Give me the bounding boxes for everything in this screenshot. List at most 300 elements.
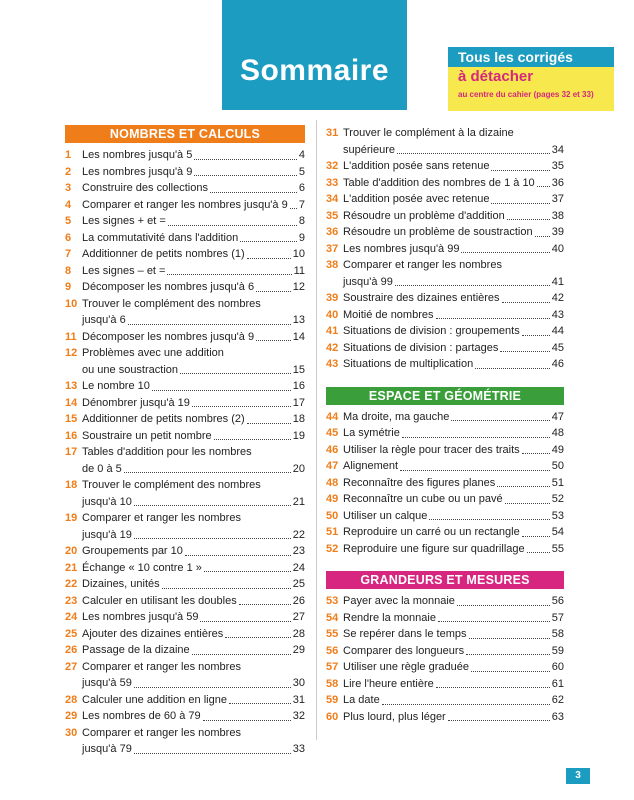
toc-entry-first-line: [65, 345, 305, 362]
toc-entry-line: [82, 213, 305, 230]
toc-entry-number: 46: [326, 443, 339, 456]
toc-entry: [65, 725, 305, 758]
toc-entry-page: 52: [551, 493, 564, 505]
toc-entry: [326, 709, 564, 726]
toc-entry: [326, 224, 564, 241]
toc-entry: [326, 524, 564, 541]
toc-entry-number: 60: [326, 710, 339, 723]
toc-entry-number: 20: [65, 545, 78, 557]
toc-entry: [65, 279, 305, 296]
corriges-banner-top: [448, 47, 614, 67]
toc-entry-line: [82, 576, 305, 593]
toc-entry-leader: [402, 437, 550, 438]
toc-entry: [65, 378, 305, 395]
toc-list-nombres-continued: [326, 125, 564, 373]
toc-entry: [65, 213, 305, 230]
toc-entry-leader: [256, 291, 291, 292]
toc-entry-leader: [200, 621, 290, 622]
section-header-espace: ESPACE ET GÉOMÉTRIE: [326, 387, 564, 405]
toc-entry-page: 34: [551, 143, 564, 156]
toc-entry: [65, 692, 305, 709]
toc-entry-number: 40: [326, 308, 339, 321]
toc-entry-leader: [247, 258, 291, 259]
section-header-nombres: NOMBRES ET CALCULS: [65, 125, 305, 143]
toc-entry-page: 53: [551, 509, 564, 522]
toc-entry: [326, 290, 564, 307]
toc-entry: [326, 208, 564, 225]
toc-entry-leader: [507, 219, 550, 220]
toc-entry-title: Échange « 10 contre 1 »: [82, 561, 202, 574]
toc-entry-number: 52: [326, 542, 339, 555]
toc-entry: [65, 411, 305, 428]
toc-entry-title: de 0 à 5: [82, 462, 122, 475]
toc-entry-title: Moitié de nombres: [343, 308, 434, 321]
toc-entry-title: jusqu'à 6: [82, 314, 126, 326]
toc-entry-title: Comparer et ranger les nombres: [82, 512, 241, 524]
toc-entry-line: [343, 158, 564, 175]
toc-entry: [326, 458, 564, 475]
toc-entry-line: [82, 147, 305, 164]
toc-entry-page: 25: [292, 578, 305, 590]
toc-entry-page: 63: [551, 710, 564, 723]
corriges-line1: Tous les corrigés: [458, 49, 573, 65]
toc-entry-number: 36: [326, 226, 339, 238]
toc-entry-page: 30: [292, 677, 305, 689]
toc-entry-leader: [225, 637, 291, 638]
toc-entry-page: 56: [551, 595, 564, 607]
toc-entry-leader: [502, 302, 550, 303]
toc-entry-title: Comparer et ranger les nombres: [343, 259, 502, 271]
toc-entry-title: Décomposer les nombres jusqu'à 9: [82, 330, 255, 343]
toc-entry-line: [343, 356, 564, 373]
section-header-grandeurs: GRANDEURS ET MESURES: [326, 571, 564, 589]
toc-entry-leader: [522, 536, 550, 537]
toc-entry-page: 6: [298, 182, 305, 194]
toc-entry: [326, 241, 564, 258]
toc-entry-title: Payer avec la monnaie: [343, 595, 455, 607]
toc-entry-title: supérieure: [343, 143, 395, 156]
toc-entry-line: [82, 494, 305, 511]
toc-entry: [326, 626, 564, 643]
toc-entry-leader: [475, 368, 550, 369]
toc-entry-number: 10: [65, 297, 78, 310]
toc-entry-title: Situations de multiplication: [343, 358, 474, 370]
column-divider: [316, 120, 317, 740]
toc-entry-page: 37: [551, 193, 564, 205]
toc-entry-first-line: [65, 296, 305, 313]
toc-entry-number: 39: [326, 292, 339, 304]
toc-entry-title: Utiliser un calque: [343, 509, 428, 522]
toc-entry-title: Décomposer les nombres jusqu'à 6: [82, 281, 255, 293]
toc-entry-first-line: [326, 125, 564, 142]
toc-entry-line: [343, 524, 564, 541]
toc-entry-page: 45: [551, 341, 564, 354]
toc-entry: [326, 191, 564, 208]
toc-entry-line: [82, 230, 305, 247]
toc-entry-page: 33: [292, 743, 305, 755]
toc-entry-line: [343, 142, 564, 159]
toc-entry-title: Comparer des longueurs: [343, 644, 465, 657]
toc-entry-number: 11: [65, 330, 77, 343]
toc-entry: [65, 708, 305, 725]
toc-entry-line: [82, 626, 305, 643]
toc-entry-title: Ma droite, ma gauche: [343, 410, 450, 423]
toc-entry-page: 46: [551, 358, 564, 370]
toc-entry-leader: [240, 241, 297, 242]
toc-entry-page: 32: [292, 710, 305, 722]
toc-entry: [326, 257, 564, 290]
toc-entry-page: 36: [551, 176, 564, 189]
toc-entry-page: 4: [298, 149, 305, 161]
toc-entry-title: Résoudre un problème de soustraction: [343, 226, 533, 238]
toc-list-nombres: [65, 147, 305, 758]
toc-entry-line: [343, 508, 564, 525]
toc-entry-leader: [239, 604, 291, 605]
toc-entry-leader: [505, 503, 550, 504]
toc-entry-page: 24: [292, 561, 305, 574]
toc-entry-title: jusqu'à 19: [82, 528, 132, 541]
toc-entry-number: 15: [65, 413, 78, 425]
toc-entry-title: Reproduire un carré ou un rectangle: [343, 526, 520, 538]
toc-entry-line: [82, 411, 305, 428]
toc-entry-leader: [448, 720, 550, 721]
toc-entry-line: [343, 593, 564, 610]
toc-entry-leader: [152, 390, 291, 391]
toc-entry-leader: [466, 654, 550, 655]
toc-entry: [65, 543, 305, 560]
toc-entry-page: 17: [292, 396, 305, 409]
toc-entry-title: La commutativité dans l'addition: [82, 231, 239, 244]
toc-entry: [65, 477, 305, 510]
toc-entry-continuation: [82, 312, 305, 329]
toc-entry-line: [82, 642, 305, 659]
toc-entry-line: [82, 180, 305, 197]
toc-entry: [326, 158, 564, 175]
toc-entry-page: 59: [551, 644, 564, 657]
toc-entry-title: Les nombres de 60 à 79: [82, 710, 201, 722]
toc-entry: [65, 345, 305, 378]
toc-entry: [326, 425, 564, 442]
toc-entry-page: 55: [551, 542, 564, 555]
toc-entry-page: 27: [292, 611, 305, 623]
toc-entry-line: [82, 741, 305, 758]
toc-entry-number: 34: [326, 193, 339, 205]
toc-entry-leader: [128, 324, 291, 325]
toc-entry-number: 25: [65, 627, 78, 640]
toc-entry: [65, 510, 305, 543]
toc-entry-number: 37: [326, 242, 339, 255]
toc-entry: [326, 508, 564, 525]
toc-entry: [326, 475, 564, 492]
toc-entry-leader: [451, 420, 549, 421]
toc-entry-title: Les signes – et =: [82, 264, 166, 277]
toc-entry: [326, 643, 564, 660]
toc-entry-number: 26: [65, 644, 78, 656]
toc-entry-title: Résoudre un problème d'addition: [343, 209, 505, 222]
toc-entry-line: [82, 329, 305, 346]
toc-entry-title: Soustraire un petit nombre: [82, 429, 212, 442]
toc-entry-number: 58: [326, 677, 339, 690]
toc-entry-title: L'addition posée avec retenue: [343, 193, 490, 205]
toc-entry: [326, 541, 564, 558]
toc-entry-leader: [194, 175, 297, 176]
toc-entry-page: 5: [298, 165, 305, 178]
toc-entry-page: 49: [551, 443, 564, 456]
toc-entry-number: 27: [65, 660, 78, 673]
toc-entry-line: [343, 610, 564, 627]
toc-entry-title: Calculer en utilisant les doubles: [82, 594, 237, 607]
toc-entry: [326, 593, 564, 610]
toc-entry-page: 47: [551, 410, 564, 423]
toc-entry-leader: [491, 170, 549, 171]
toc-entry: [326, 356, 564, 373]
toc-list-espace: [326, 409, 564, 558]
toc-entry-leader: [522, 453, 550, 454]
toc-entry-leader: [461, 252, 549, 253]
toc-entry-page: 40: [551, 242, 564, 255]
toc-entry-first-line: [65, 444, 305, 461]
toc-entry-title: Tables d'addition pour les nombres: [82, 446, 252, 458]
toc-entry-line: [82, 461, 305, 478]
toc-entry-line: [82, 246, 305, 263]
toc-entry-title: Les nombres jusqu'à 9: [82, 165, 193, 178]
toc-entry-number: 49: [326, 493, 339, 505]
toc-entry-line: [82, 692, 305, 709]
toc-entry-title: Trouver le complément des nombres: [82, 297, 261, 310]
toc-entry-line: [343, 626, 564, 643]
toc-entry-title: L'addition posée sans retenue: [343, 160, 490, 172]
toc-entry-title: Utiliser une règle graduée: [343, 661, 469, 673]
toc-entry-number: 31: [326, 127, 339, 139]
toc-entry-line: [343, 208, 564, 225]
toc-entry-continuation: [343, 274, 564, 291]
toc-entry-line: [343, 175, 564, 192]
toc-entry-number: 44: [326, 410, 339, 423]
toc-entry-page: 18: [292, 413, 305, 425]
toc-entry-title: Soustraire des dizaines entières: [343, 292, 500, 304]
toc-entry: [65, 246, 305, 263]
toc-entry-number: 48: [326, 476, 339, 489]
toc-entry-number: 38: [326, 259, 339, 271]
toc-entry: [326, 125, 564, 158]
toc-entry-number: 6: [65, 231, 72, 244]
toc-entry-line: [343, 224, 564, 241]
toc-entry-title: Plus lourd, plus léger: [343, 710, 446, 723]
toc-entry-line: [343, 442, 564, 459]
toc-entry-line: [82, 428, 305, 445]
toc-entry-line: [82, 708, 305, 725]
toc-entry-page: 51: [551, 476, 564, 489]
toc-entry-line: [343, 290, 564, 307]
toc-entry-page: 16: [292, 380, 305, 392]
toc-entry-page: 35: [551, 160, 564, 172]
toc-entry: [326, 323, 564, 340]
toc-entry: [326, 659, 564, 676]
toc-entry-page: 31: [292, 693, 305, 706]
toc-entry-number: 17: [65, 446, 78, 458]
toc-entry-number: 18: [65, 479, 78, 491]
toc-entry-line: [343, 307, 564, 324]
toc-entry-title: Les nombres jusqu'à 59: [82, 611, 199, 623]
toc-entry-title: Additionner de petits nombres (1): [82, 248, 245, 260]
toc-entry: [65, 444, 305, 477]
toc-entry-leader: [527, 552, 550, 553]
toc-entry-number: 28: [65, 693, 78, 706]
toc-entry-title: La date: [343, 694, 380, 706]
toc-entry: [65, 230, 305, 247]
toc-entry-leader: [192, 406, 291, 407]
toc-entry: [326, 175, 564, 192]
toc-left-column: [65, 125, 305, 758]
toc-entry: [65, 609, 305, 626]
page-number: 3: [566, 768, 590, 784]
toc-entry-page: 58: [551, 628, 564, 640]
toc-entry-number: 5: [65, 215, 72, 227]
toc-entry-page: 44: [551, 325, 564, 337]
toc-entry-number: 12: [65, 347, 78, 359]
toc-entry-page: 57: [551, 611, 564, 624]
toc-entry-title: ou une soustraction: [82, 363, 179, 376]
toc-entry-page: 62: [551, 694, 564, 706]
toc-entry-line: [343, 340, 564, 357]
toc-entry-number: 47: [326, 460, 339, 472]
toc-entry-page: 23: [292, 545, 305, 557]
toc-entry-line: [82, 312, 305, 329]
toc-entry-number: 16: [65, 429, 78, 442]
toc-entry-leader: [134, 505, 291, 506]
toc-entry-page: 54: [551, 526, 564, 538]
toc-entry: [326, 676, 564, 693]
toc-entry-number: 54: [326, 611, 339, 624]
toc-entry-page: 13: [292, 314, 305, 326]
toc-entry-first-line: [65, 510, 305, 527]
toc-entry-number: 53: [326, 595, 339, 607]
toc-entry-leader: [134, 753, 291, 754]
toc-entry-leader: [167, 274, 291, 275]
toc-entry-leader: [436, 318, 550, 319]
toc-entry-title: Passage de la dizaine: [82, 644, 190, 656]
toc-entry-title: jusqu'à 99: [343, 275, 393, 288]
toc-entry-continuation: [82, 362, 305, 379]
toc-entry-leader: [500, 351, 549, 352]
toc-entry-number: 3: [65, 182, 72, 194]
toc-entry: [65, 197, 305, 214]
toc-entry-continuation: [343, 142, 564, 159]
toc-entry-title: Utiliser la règle pour tracer des traits: [343, 443, 520, 456]
toc-entry-number: 21: [65, 561, 78, 574]
toc-entry-page: 41: [551, 275, 564, 288]
toc-entry-first-line: [65, 659, 305, 676]
toc-entry: [326, 491, 564, 508]
toc-entry-line: [343, 541, 564, 558]
toc-entry-page: 9: [298, 231, 305, 244]
toc-entry-title: Dénombrer jusqu'à 19: [82, 396, 190, 409]
toc-entry-leader: [185, 555, 291, 556]
toc-entry-line: [82, 263, 305, 280]
toc-entry-page: 22: [292, 528, 305, 541]
toc-entry-page: 39: [551, 226, 564, 238]
toc-entry-continuation: [82, 461, 305, 478]
toc-entry-title: Situations de division : partages: [343, 341, 499, 354]
corriges-banner-bottom: [448, 67, 614, 111]
toc-entry-title: Calculer une addition en ligne: [82, 693, 227, 706]
toc-entry-page: 7: [298, 198, 305, 211]
toc-entry-title: Alignement: [343, 460, 399, 472]
toc-entry-leader: [491, 203, 549, 204]
toc-entry-line: [82, 164, 305, 181]
toc-entry-leader: [192, 654, 291, 655]
corriges-line3: au centre du cahier (pages 32 et 33): [458, 90, 594, 99]
toc-entry-line: [82, 560, 305, 577]
toc-entry-title: Reconnaître des figures planes: [343, 476, 496, 489]
toc-entry-line: [343, 676, 564, 693]
toc-entry-page: 19: [292, 429, 305, 442]
toc-right-column: [326, 125, 564, 725]
toc-entry: [326, 340, 564, 357]
toc-entry-line: [343, 323, 564, 340]
toc-entry-leader: [214, 439, 291, 440]
toc-entry-page: 38: [551, 209, 564, 222]
toc-entry-leader: [429, 519, 549, 520]
toc-entry-number: 57: [326, 661, 339, 673]
toc-entry-title: Groupements par 10: [82, 545, 183, 557]
toc-entry-leader: [210, 192, 297, 193]
toc-entry-title: Trouver le complément des nombres: [82, 479, 261, 491]
toc-entry-leader: [290, 208, 297, 209]
toc-entry-line: [343, 659, 564, 676]
toc-entry-leader: [382, 704, 550, 705]
toc-entry: [65, 164, 305, 181]
toc-entry-number: 23: [65, 594, 78, 607]
toc-entry-title: jusqu'à 59: [82, 677, 132, 689]
toc-entry-number: 45: [326, 427, 339, 439]
toc-entry-leader: [457, 605, 550, 606]
toc-entry-title: Se repérer dans le temps: [343, 628, 467, 640]
toc-entry-page: 12: [292, 281, 305, 293]
toc-entry-page: 42: [551, 292, 564, 304]
toc-entry: [65, 576, 305, 593]
toc-entry-title: Rendre la monnaie: [343, 611, 436, 624]
toc-entry-page: 60: [551, 661, 564, 673]
toc-entry-page: 14: [292, 330, 305, 343]
toc-entry-number: 30: [65, 726, 78, 739]
toc-entry-leader: [400, 470, 550, 471]
toc-entry-line: [82, 675, 305, 692]
toc-entry-leader: [168, 225, 297, 226]
toc-entry-page: 50: [551, 460, 564, 472]
toc-entry: [65, 263, 305, 280]
toc-entry-line: [343, 491, 564, 508]
toc-entry-first-line: [326, 257, 564, 274]
title-banner: [222, 0, 407, 110]
toc-entry: [65, 428, 305, 445]
toc-entry-title: Reproduire une figure sur quadrillage: [343, 542, 525, 555]
toc-entry: [326, 307, 564, 324]
toc-entry-leader: [134, 687, 291, 688]
toc-entry-title: Construire des collections: [82, 182, 208, 194]
toc-entry-page: 48: [551, 427, 564, 439]
toc-entry-line: [343, 191, 564, 208]
toc-entry-number: 14: [65, 396, 78, 409]
toc-entry: [65, 180, 305, 197]
toc-entry-number: 19: [65, 512, 78, 524]
toc-entry-number: 55: [326, 628, 339, 640]
toc-entry-title: Problèmes avec une addition: [82, 347, 224, 359]
toc-entry-number: 8: [65, 264, 72, 277]
toc-entry-title: Additionner de petits nombres (2): [82, 413, 245, 425]
toc-entry-title: Ajouter des dizaines entières: [82, 627, 224, 640]
toc-entry-line: [82, 527, 305, 544]
